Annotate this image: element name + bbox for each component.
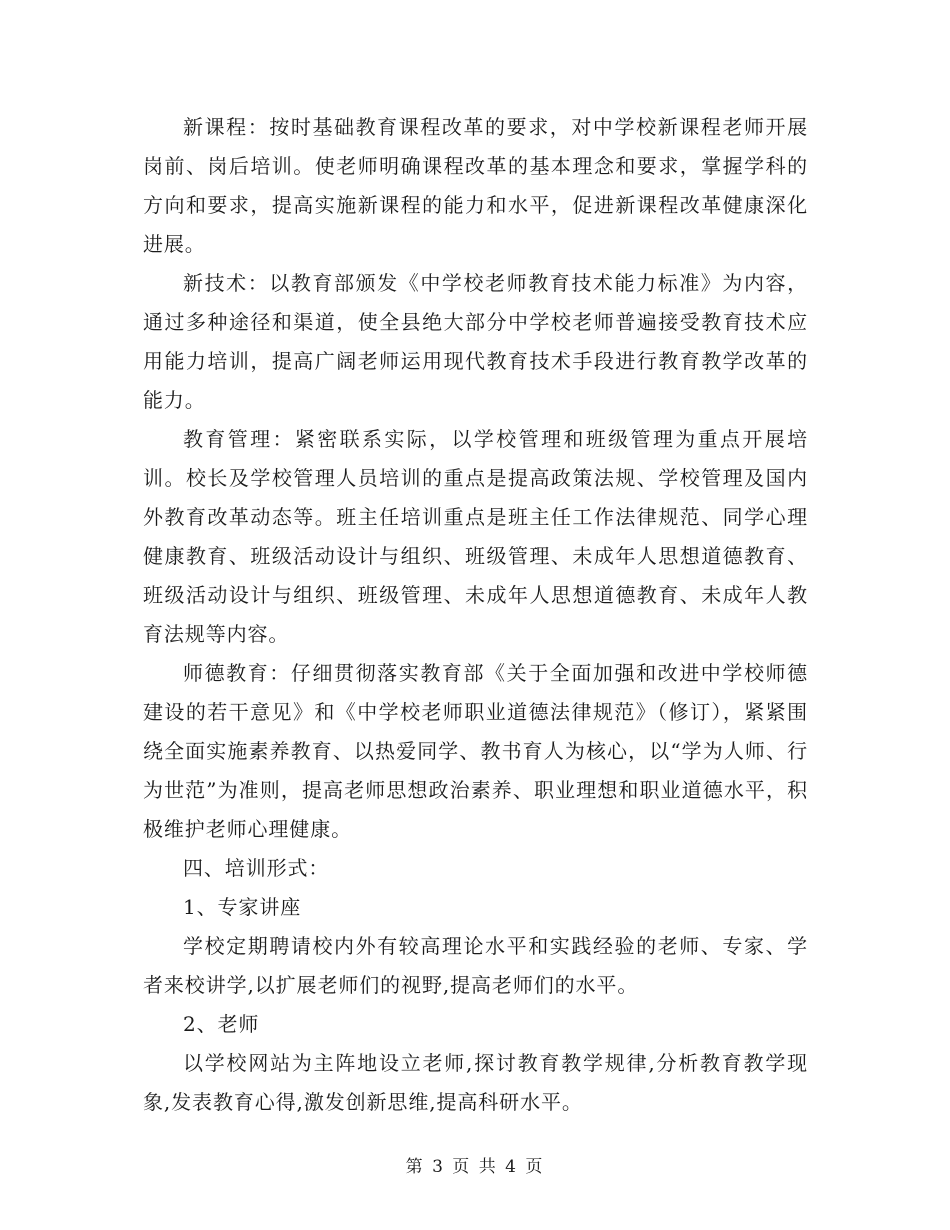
document-body [143, 108, 808, 1122]
paragraph-teachers: 以学校网站为主阵地设立老师,探讨教育教学规律,分析教育教学现象,发表教育心得,激发创新思维,提高科研水平。 [143, 1051, 808, 1114]
paragraph-new-curriculum: 新课程：按时基础教育课程改革的要求，对中学校新课程老师开展岗前、岗后培训。使老师明确课程改革的基本理念和要求，掌握学科的方向和要求，提高实施新课程的能力和水平，促进新课程改革健康深化进展。 [143, 115, 808, 256]
page-number-footer: 第 3 页 共 4 页 [405, 1157, 545, 1177]
paragraph-teacher-ethics: 师德教育：仔细贯彻落实教育部《关于全面加强和改进中学校师德建设的若干意见》和《中学校老师职业道德法律规范》（修订），紧紧围绕全面实施素养教育、以热爱同学、教书育人为核心，以“学为人师、行为世范”为准则，提高老师思想政治素养、职业理想和职业道德水平，积极维护老师心理健康。 [143, 661, 808, 841]
paragraph-new-technology: 新技术：以教育部颁发《中学校老师教育技术能力标准》为内容，通过多种途径和渠道，使全县绝大部分中学校老师普遍接受教育技术应用能力培训，提高广阔老师运用现代教育技术手段进行教育教学改革的能力。 [143, 271, 808, 412]
paragraph-education-management: 教育管理：紧密联系实际，以学校管理和班级管理为重点开展培训。校长及学校管理人员培训的重点是提高政策法规、学校管理及国内外教育改革动态等。班主任培训重点是班主任工作法律规范、同学心理健康教育、班级活动设计与组织、班级管理、未成年人思想道德教育、班级活动设计与组织、班级管理、未成年人思想道德教育、未成年人教育法规等内容。 [143, 427, 808, 646]
paragraph-expert-lectures: 学校定期聘请校内外有较高理论水平和实践经验的老师、专家、学者来校讲学,以扩展老师们的视野,提高老师们的水平。 [143, 934, 808, 997]
subheading-teachers: 2、老师 [183, 1012, 260, 1036]
subheading-expert-lectures: 1、专家讲座 [183, 895, 302, 919]
section-heading-training-forms: 四、培训形式： [183, 856, 330, 880]
